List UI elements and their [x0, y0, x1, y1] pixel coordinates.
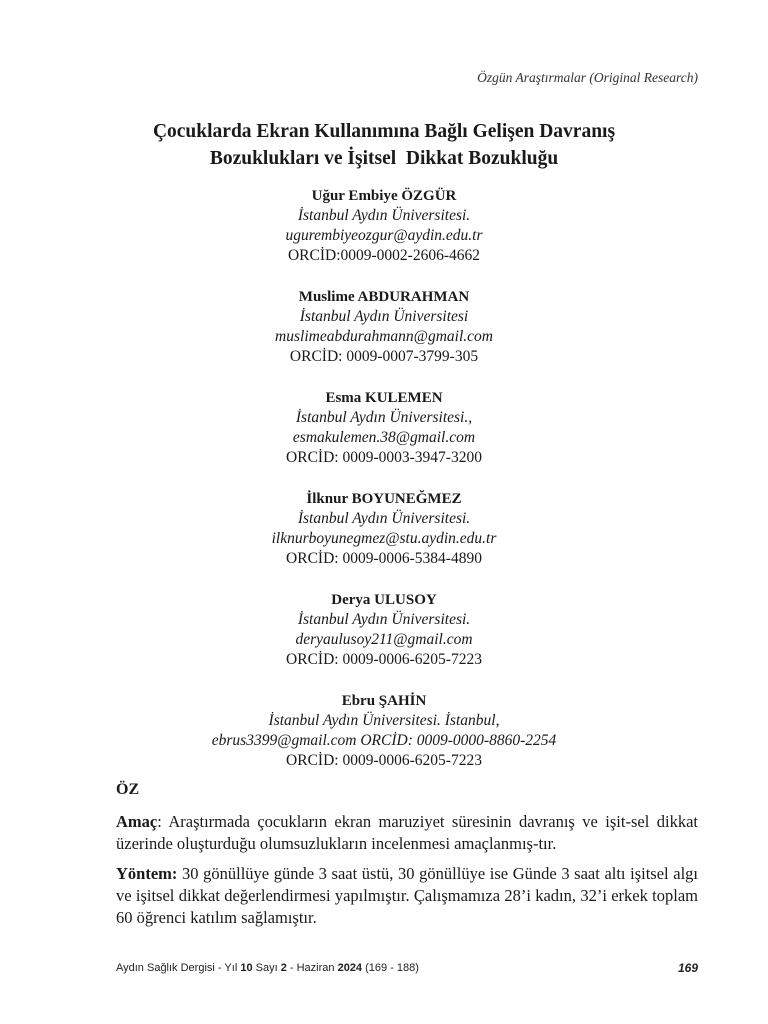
author-name: Derya ULUSOY — [331, 592, 437, 608]
author-email: esmakulemen.38@gmail.com — [292, 429, 476, 446]
author-email: deryaulusoy211@gmail.com — [295, 631, 473, 648]
abstract-section — [116, 779, 698, 937]
author-block — [60, 388, 708, 468]
author-block — [60, 489, 708, 569]
author-name: Esma KULEMEN — [325, 390, 443, 406]
author-name: Ebru ŞAHİN — [341, 693, 427, 709]
page-number: 169 — [677, 961, 698, 975]
author-name: Muslime ABDURAHMAN — [298, 289, 470, 305]
author-affiliation: İstanbul Aydın Üniversitesi. — [297, 207, 471, 224]
author-orcid: ORCİD: 0009-0006-6205-7223 — [286, 752, 482, 769]
page-range: (169 - 188) — [362, 962, 419, 974]
author-email: ugurembiyeozgur@aydin.edu.tr — [285, 227, 483, 244]
issue-number: 2 — [280, 962, 287, 974]
author-email: muslimeabdurahmann@gmail.com — [275, 328, 493, 345]
author-orcid: ORCİD:0009-0002-2606-4662 — [287, 247, 481, 264]
author-list — [60, 186, 708, 792]
author-name: İlknur BOYUNEĞMEZ — [306, 491, 462, 507]
author-orcid: ORCİD: 0009-0003-3947-3200 — [286, 449, 482, 466]
publication-year: 2024 — [337, 962, 363, 974]
journal-name: Aydın Sağlık Dergisi - Yıl — [116, 962, 241, 974]
aim-text: : Araştırmada çocukların ekran maruziyet süresinin davranış ve işit-sel dikkat üzerinde oluşturduğu olumsuzlukların incelenmesi amaçlanmış-tır. — [116, 812, 698, 853]
abstract-aim — [116, 811, 698, 855]
author-block — [60, 287, 708, 367]
volume-number: 10 — [240, 962, 253, 974]
method-text: 30 gönüllüye günde 3 saat üstü, 30 gönüllüye ise Günde 3 saat altı işitsel algı ve işitsel dikkat değerlendirmesi yapılmıştır. Çalışmamıza 28’i kadın, 32’i erkek toplam 60 öğrenci katılım sağlamıştır. — [116, 864, 698, 927]
author-orcid: ORCİD: 0009-0006-6205-7223 — [286, 651, 482, 668]
journal-citation — [116, 962, 419, 974]
author-affiliation: İstanbul Aydın Üniversitesi. — [297, 510, 471, 527]
author-affiliation: İstanbul Aydın Üniversitesi., — [295, 409, 473, 426]
abstract-heading: ÖZ — [116, 781, 140, 798]
date-prefix: - Haziran — [286, 962, 338, 974]
article-category: Özgün Araştırmalar (Original Research) — [477, 70, 698, 85]
author-email: ebrus3399@gmail.com ORCİD: 0009-0000-8860-2254 — [211, 732, 557, 749]
author-block — [60, 590, 708, 670]
author-email: ilknurboyunegmez@stu.aydin.edu.tr — [271, 530, 497, 547]
author-name: Uğur Embiye ÖZGÜR — [311, 188, 457, 204]
author-block — [60, 691, 708, 771]
author-orcid: ORCİD: 0009-0007-3799-305 — [289, 348, 479, 365]
issue-prefix: Sayı — [252, 962, 281, 974]
article-title — [60, 118, 708, 172]
title-line-2: Bozuklukları ve İşitsel Dikkat Bozukluğu — [209, 148, 559, 169]
method-label: Yöntem: — [116, 864, 178, 883]
author-affiliation: İstanbul Aydın Üniversitesi — [299, 308, 469, 325]
aim-label: Amaç — [116, 812, 158, 831]
author-affiliation: İstanbul Aydın Üniversitesi. — [297, 611, 471, 628]
author-orcid: ORCİD: 0009-0006-5384-4890 — [286, 550, 482, 567]
author-block — [60, 186, 708, 266]
abstract-method — [116, 863, 698, 929]
author-affiliation: İstanbul Aydın Üniversitesi. İstanbul, — [268, 712, 500, 729]
title-line-1: Çocuklarda Ekran Kullanımına Bağlı Gelişen Davranış — [152, 121, 616, 142]
